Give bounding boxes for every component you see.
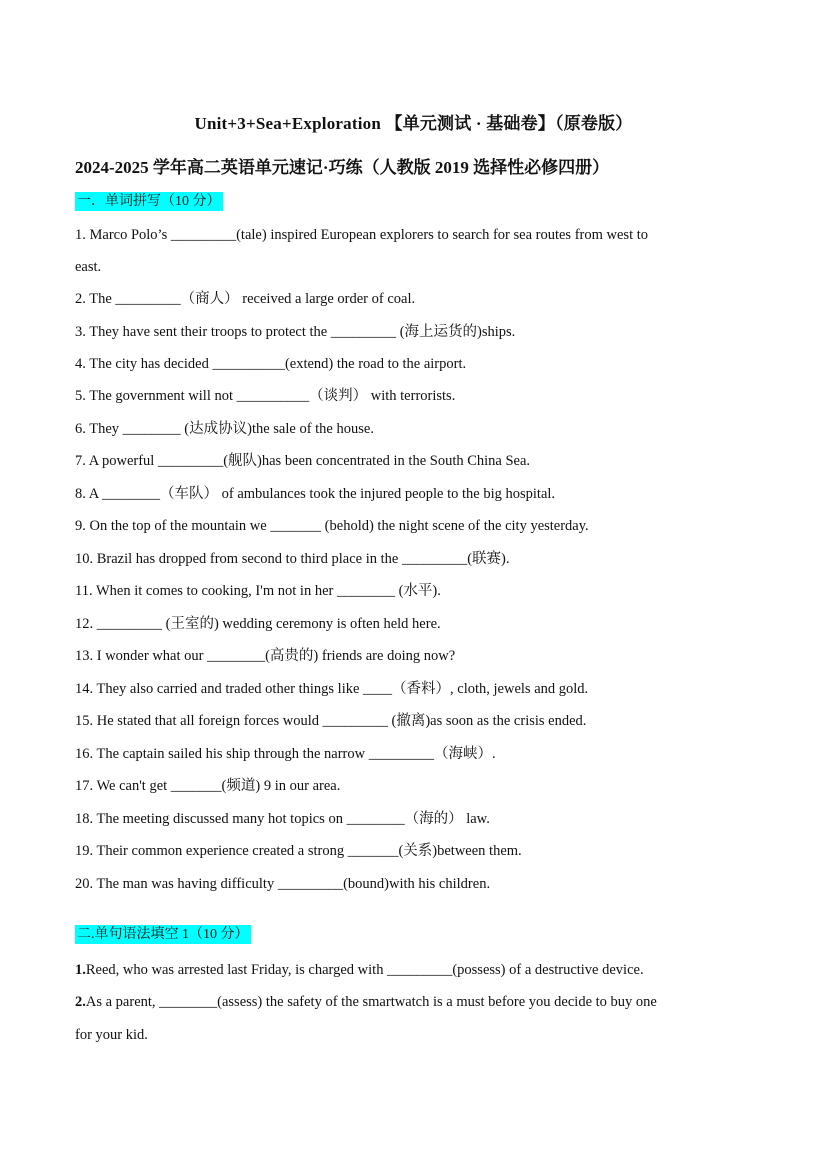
item-text: As a parent, ________(assess) the safety of the smartwatch is a must before you decide to buy one (85, 994, 657, 1010)
exercise-line (75, 992, 765, 1012)
section-1-heading: 一．单词拼写（10 分） (77, 194, 221, 209)
exercise-line: 20. The man was having difficulty _________(bound)with his children. (75, 876, 491, 892)
section-2-heading: 二.单句语法填空 1（10 分） (77, 927, 249, 942)
exercise-line: 6. They ________ (达成协议)the sale of the house. (75, 421, 374, 437)
exercise-line: 2. The _________（商人） received a large order of coal. (75, 291, 416, 307)
exercise-line: 11. When it comes to cooking, I'm not in her ________ (水平). (75, 583, 441, 599)
exercise-line: 4. The city has decided __________(extend) the road to the airport. (75, 356, 467, 372)
document-subtitle: 2024-2025 学年高二英语单元速记·巧练（人教版 2019 选择性必修四册） (75, 158, 610, 177)
exercise-line: 16. The captain sailed his ship through the narrow _________（海峡）. (75, 746, 496, 762)
exercise-line: 19. Their common experience created a strong _______(关系)between them. (75, 843, 522, 859)
exercise-line: 10. Brazil has dropped from second to third place in the _________(联赛). (75, 551, 510, 567)
exercise-line: 12. _________ (王室的) wedding ceremony is often held here. (75, 616, 441, 632)
exercise-line: 8. A ________（车队） of ambulances took the injured people to the big hospital. (75, 486, 556, 502)
exercise-line: for your kid. (75, 1027, 148, 1043)
exercise-line: east. (75, 259, 102, 275)
exercise-line: 9. On the top of the mountain we _______ (behold) the night scene of the city yesterday. (75, 518, 589, 534)
exercise-line: 17. We can't get _______(频道) 9 in our area. (75, 778, 341, 794)
item-number: 1. (75, 962, 86, 978)
item-number: 2. (75, 994, 86, 1010)
document-title: Unit+3+Sea+Exploration 【单元测试 · 基础卷】（原卷版） (194, 114, 633, 133)
exercise-line: 14. They also carried and traded other things like ____（香料）, cloth, jewels and gold. (75, 681, 589, 697)
exercise-line: 7. A powerful _________(舰队)has been concentrated in the South China Sea. (75, 453, 531, 469)
exercise-line: 1. Marco Polo’s _________(tale) inspired European explorers to search for sea routes from west to (75, 227, 648, 243)
item-text: Reed, who was arrested last Friday, is charged with _________(possess) of a destructive device. (85, 962, 644, 978)
exercise-line: 5. The government will not __________（谈判） with terrorists. (75, 388, 456, 404)
exercise-line: 15. He stated that all foreign forces would _________ (撤离)as soon as the crisis ended. (75, 713, 587, 729)
exercise-line: 18. The meeting discussed many hot topics on ________（海的） law. (75, 811, 490, 827)
exercise-line: 13. I wonder what our ________(高贵的) friends are doing now? (75, 648, 456, 664)
exercise-line: 3. They have sent their troops to protect the _________ (海上运货的)ships. (75, 324, 516, 340)
exercise-line (75, 960, 765, 980)
